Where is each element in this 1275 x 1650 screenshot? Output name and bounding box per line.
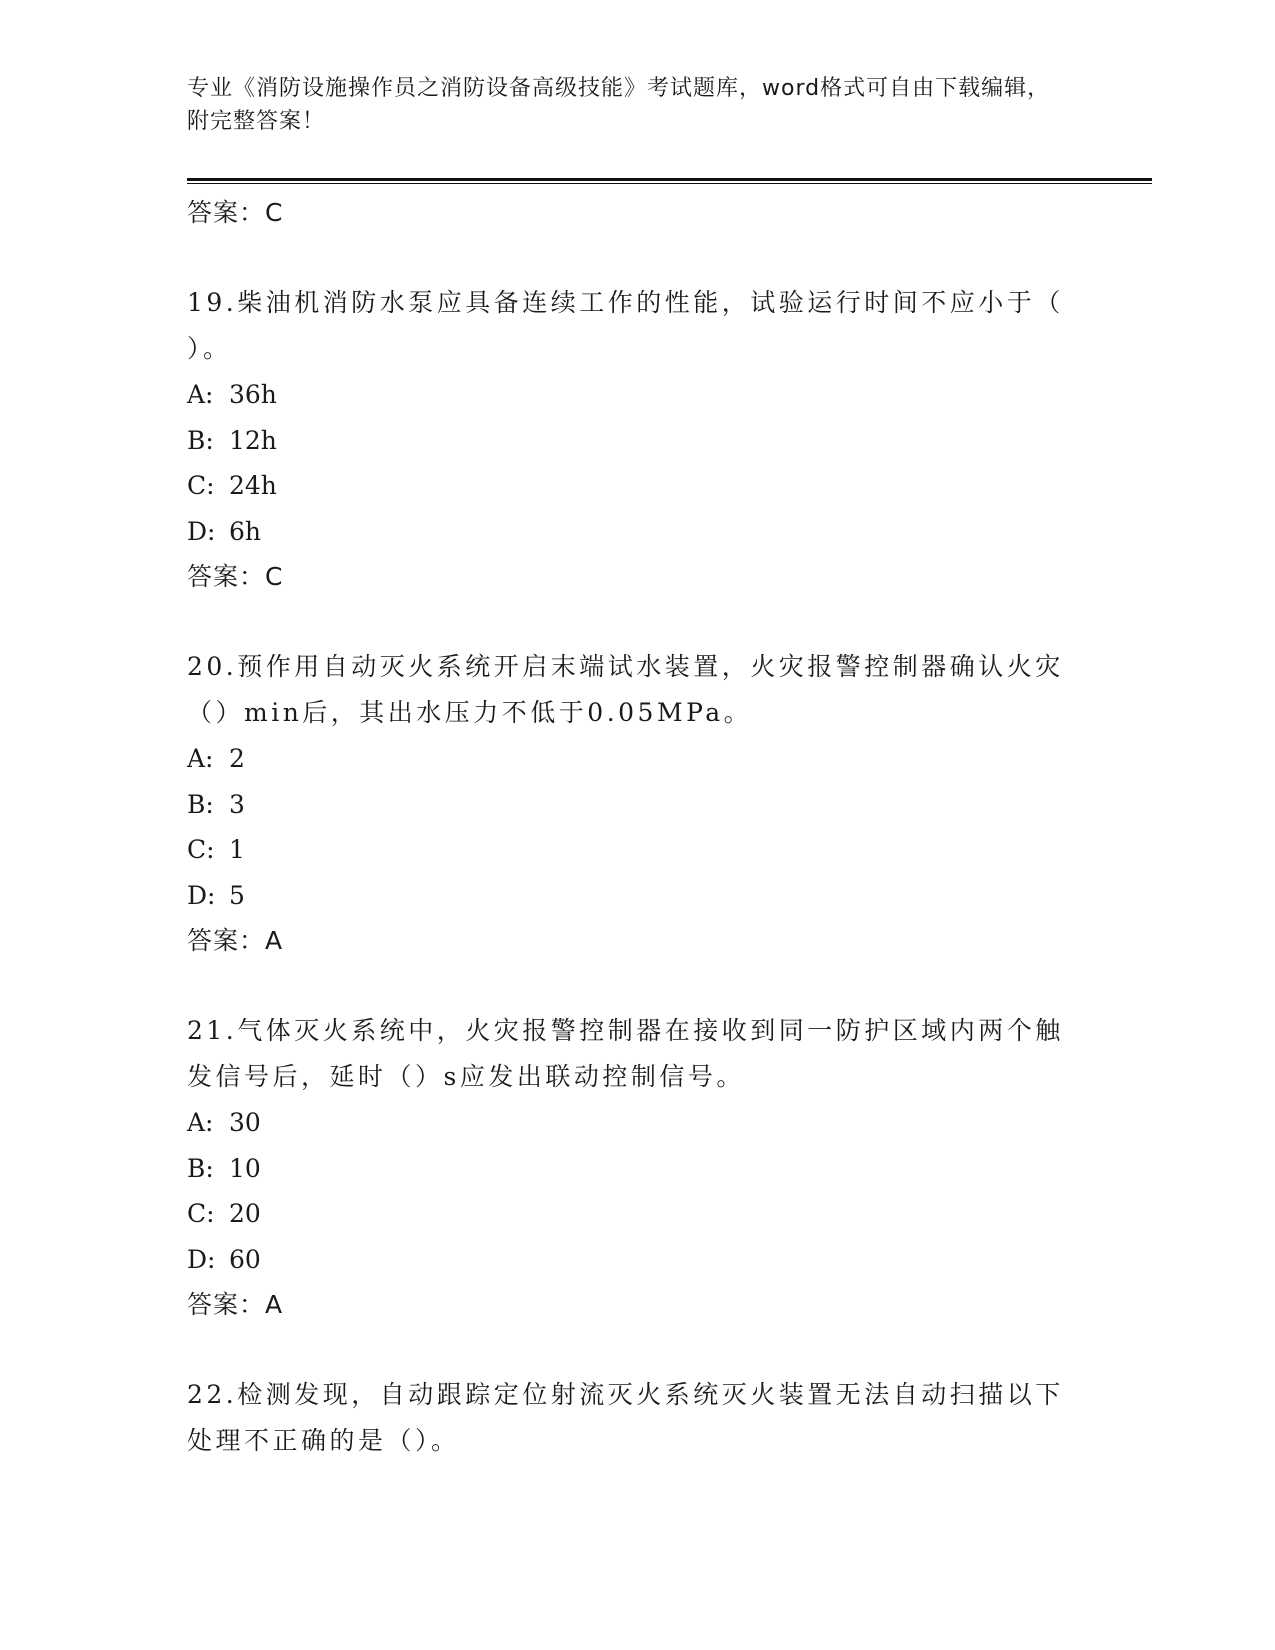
option-d: D: 60 — [187, 1244, 261, 1274]
question-block-20 — [187, 644, 1087, 964]
option-c: C: 20 — [187, 1199, 261, 1228]
option-b: B: 12h — [187, 425, 277, 455]
question-block-19 — [187, 280, 1087, 600]
question-block-22 — [187, 1372, 1087, 1464]
option-d: D: 5 — [187, 880, 245, 910]
answer-line: 答案：A — [187, 1290, 284, 1319]
question-text: 19.柴油机消防水泵应具备连续工作的性能，试验运行时间不应小于（ ）。 — [187, 288, 1064, 363]
answer-line: 答案：C — [187, 562, 284, 591]
answer-line: 答案：A — [187, 926, 284, 955]
question-block-21 — [187, 1008, 1087, 1328]
question-text: 21.气体灭火系统中，火灾报警控制器在接收到同一防护区域内两个触发信号后，延时（）s应发出联动控制信号。 — [187, 1016, 1064, 1091]
header-rule-thin — [187, 183, 1152, 184]
option-c: C: 24h — [187, 471, 277, 500]
option-a: A: 30 — [187, 1108, 261, 1137]
option-d: D: 6h — [187, 516, 262, 546]
option-a: A: 36h — [187, 380, 277, 409]
question-list — [187, 190, 1087, 1464]
question-text: 20.预作用自动灭火系统开启末端试水装置，火灾报警控制器确认火灾（）min后，其出水压力不低于0.05MPa。 — [187, 652, 1064, 727]
answer-line: 答案：C — [187, 198, 284, 227]
option-c: C: 1 — [187, 835, 245, 864]
option-a: A: 2 — [187, 744, 245, 773]
option-b: B: 10 — [187, 1153, 261, 1183]
header-rule-thick — [187, 178, 1152, 181]
question-text: 22.检测发现，自动跟踪定位射流灭火系统灭火装置无法自动扫描以下处理不正确的是（）。 — [187, 1380, 1064, 1455]
option-b: B: 3 — [187, 789, 245, 819]
document-header: 专业《消防设施操作员之消防设备高级技能》考试题库，word格式可自由下载编辑，附完整答案！ — [187, 76, 1051, 134]
